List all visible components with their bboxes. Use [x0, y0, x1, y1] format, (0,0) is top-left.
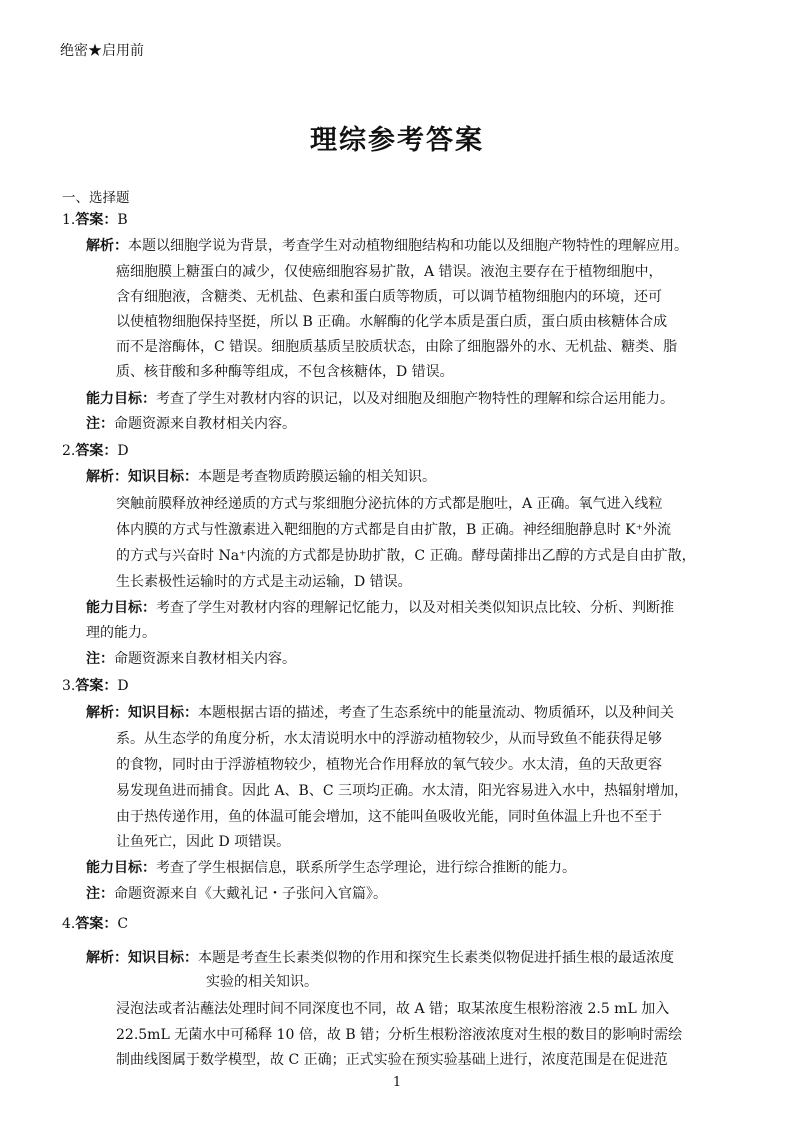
q1-analysis-text-5: 质、核苷酸和多种酶等组成，不包含核糖体，D 错误。 — [116, 364, 454, 380]
q3-note: 命题资源来自《大戴礼记・子张问入官篇》。 — [114, 886, 387, 902]
q3-note-label: 注： — [86, 886, 114, 902]
q3-number: 3. — [62, 678, 76, 694]
classification-label: 绝密★启用前 — [60, 43, 144, 59]
q2-note-line — [86, 651, 296, 667]
q4-analysis-text-2: 22.5mL 无菌水中可稀释 10 倍，故 B 错；分析生根粉溶液浓度对生根的数目的影响时需绘 — [116, 1027, 683, 1043]
q4-analysis-text-3: 制曲线图属于数学模型，故 C 正确；正式实验在预实验基础上进行，浓度范围是在促进范 — [116, 1052, 668, 1068]
q3-analysis-text-3: 易发现鱼进而捕食。因此 A、B、C 三项均正确。水太清，阳光容易进入水中，热辐射增加， — [116, 783, 689, 799]
q2-analysis-text-3: 的方式与兴奋时 Na⁺内流的方式都是协助扩散，C 正确。酵母菌排出乙醇的方式是自由扩散， — [116, 548, 696, 564]
q2-note: 命题资源来自教材相关内容。 — [114, 651, 296, 667]
q3-analysis-text-1: 系。从生态学的角度分析，水太清说明水中的浮游动植物较少，从而导致鱼不能获得足够 — [116, 731, 662, 747]
q2-analysis-label: 解析： — [86, 469, 128, 485]
q1-number: 1. — [62, 212, 76, 228]
q2-analysis-first: 本题是考查物质跨膜运输的相关知识。 — [198, 469, 436, 485]
q1-analysis-label: 解析： — [86, 238, 128, 254]
q1-ability-line — [86, 391, 674, 407]
q1-analysis-text-4: 而不是溶酶体，C 错误。细胞质基质呈胶质状态，由除了细胞器外的水、无机盐、糖类、脂 — [116, 339, 678, 355]
page-number: 1 — [392, 1075, 402, 1090]
page-title: 理综参考答案 — [310, 125, 484, 156]
q3-analysis-line — [86, 705, 674, 721]
q1-analysis-line — [86, 238, 688, 254]
q3-analysis-text-4: 由于热传递作用，鱼的体温可能会增加，这不能叫鱼吸收光能，同时鱼体温上升也不至于 — [116, 809, 662, 825]
q3-ability-label: 能力目标： — [86, 860, 156, 876]
q2-answer-line — [62, 443, 129, 459]
q3-ability-line — [86, 860, 576, 876]
q2-analysis-text-4: 生长素极性运输时的方式是主动运输，D 错误。 — [116, 574, 412, 590]
q1-analysis-text-3: 以使植物细胞保持坚挺，所以 B 正确。水解酶的化学本质是蛋白质，蛋白质由核糖体合成 — [116, 314, 668, 330]
q3-answer-label: 答案： — [75, 678, 118, 694]
q4-analysis-label: 解析： — [86, 950, 128, 966]
q4-answer: C — [117, 916, 129, 932]
q1-ability-label: 能力目标： — [86, 391, 156, 407]
q2-analysis-text-1: 突触前膜释放神经递质的方式与浆细胞分泌抗体的方式都是胞吐，A 正确。氧气进入线粒 — [116, 496, 663, 512]
section-heading: 一、选择题 — [62, 190, 130, 206]
q1-note-label: 注： — [86, 416, 114, 432]
q4-answer-line — [62, 916, 128, 932]
q1-note-line — [86, 416, 296, 432]
q4-answer-label: 答案： — [75, 916, 118, 932]
q1-answer-label: 答案： — [75, 212, 118, 228]
q1-analysis-text-1: 癌细胞膜上糖蛋白的减少，仅使癌细胞容易扩散，A 错误。液泡主要存在于植物细胞中， — [116, 264, 663, 280]
q2-ability-cont: 理的能力。 — [86, 625, 156, 641]
q2-knowledge-label: 知识目标： — [128, 469, 198, 485]
q3-ability: 考查了学生根据信息，联系所学生态学理论，进行综合推断的能力。 — [156, 860, 576, 876]
q1-note: 命题资源来自教材相关内容。 — [114, 416, 296, 432]
q3-knowledge-label: 知识目标： — [128, 705, 198, 721]
q4-analysis-text-1: 浸泡法或者沾蘸法处理时间不同深度也不同，故 A 错；取某浓度生根粉溶液 2.5 mL 加入 — [116, 1001, 670, 1017]
q1-analysis-text-2: 含有细胞液，含糖类、无机盐、色素和蛋白质等物质，可以调节植物细胞内的环境，还可 — [116, 289, 662, 305]
q3-note-line — [86, 886, 387, 902]
q3-analysis-label: 解析： — [86, 705, 128, 721]
q4-number: 4. — [62, 916, 76, 932]
q3-analysis-text-2: 的食物，同时由于浮游植物较少，植物光合作用释放的氧气较少。水太清，鱼的天敌更容 — [116, 757, 662, 773]
q1-answer: B — [117, 212, 128, 228]
q1-analysis-first: 本题以细胞学说为背景，考查学生对动植物细胞结构和功能以及细胞产物特性的理解应用。 — [128, 238, 688, 254]
q4-analysis-cont: 实验的相关知识。 — [206, 974, 318, 990]
q3-answer-line — [62, 678, 129, 694]
q3-answer: D — [117, 678, 129, 694]
q2-number: 2. — [62, 443, 76, 459]
q2-answer-label: 答案： — [75, 443, 118, 459]
q2-analysis-line — [86, 469, 436, 485]
q1-ability: 考查了学生对教材内容的识记，以及对细胞及细胞产物特性的理解和综合运用能力。 — [156, 391, 674, 407]
q2-ability-label: 能力目标： — [86, 600, 156, 616]
q3-analysis-text-5: 让鱼死亡，因此 D 项错误。 — [116, 834, 291, 850]
q2-analysis-text-2: 体内膜的方式与性激素进入靶细胞的方式都是自由扩散，B 正确。神经细胞静息时 K⁺外流 — [116, 522, 672, 538]
q2-answer: D — [117, 443, 129, 459]
q2-ability: 考查了学生对教材内容的理解记忆能力，以及对相关类似知识点比较、分析、判断推 — [156, 600, 674, 616]
q1-answer-line — [62, 212, 128, 228]
q3-analysis-first: 本题根据古语的描述，考查了生态系统中的能量流动、物质循环，以及种间关 — [198, 705, 674, 721]
q4-analysis-first: 本题是考查生长素类似物的作用和探究生长素类似物促进扦插生根的最适浓度 — [198, 950, 674, 966]
q2-ability-line — [86, 600, 674, 616]
q4-knowledge-label: 知识目标： — [128, 950, 198, 966]
q4-analysis-line — [86, 950, 674, 966]
q2-note-label: 注： — [86, 651, 114, 667]
